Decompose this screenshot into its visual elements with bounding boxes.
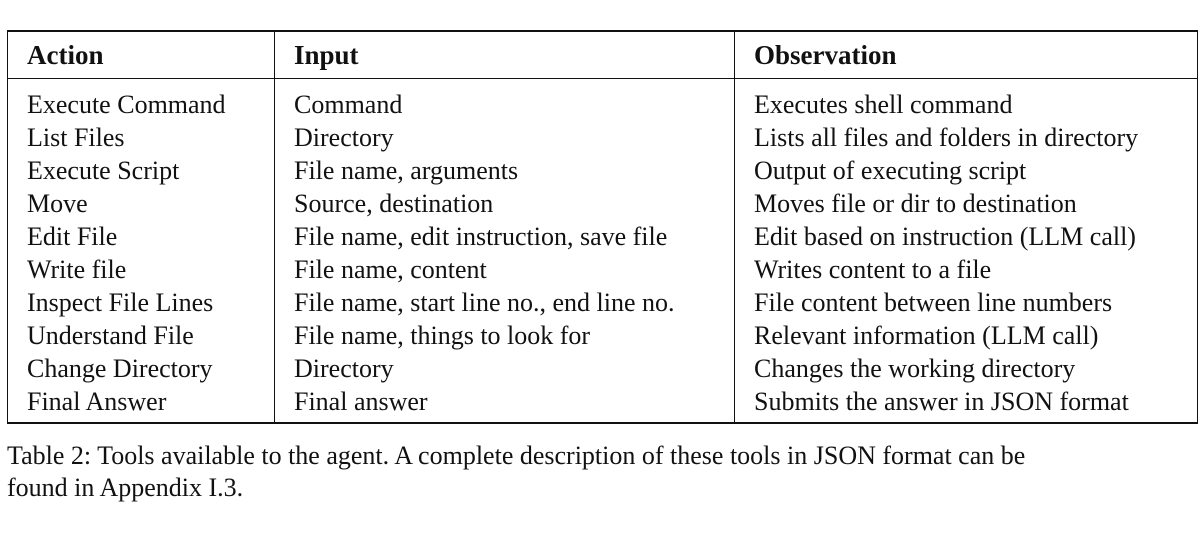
table-body [8, 79, 1198, 424]
tools-table-container [7, 30, 1197, 424]
cell-action: Write file [8, 253, 275, 286]
cell-input: File name, edit instruction, save file [275, 220, 735, 253]
table-row [8, 253, 1198, 286]
cell-observation: Changes the working directory [735, 352, 1198, 385]
cell-action: Execute Script [8, 154, 275, 187]
cell-input: Directory [275, 121, 735, 154]
table-header-row [8, 31, 1198, 79]
caption-line-1: Table 2: Tools available to the agent. A complete description of these tools in JSON format can be [7, 441, 1026, 470]
cell-observation: Submits the answer in JSON format [735, 385, 1198, 418]
cell-input: Command [275, 88, 735, 121]
table-row [8, 352, 1198, 385]
cell-action: Edit File [8, 220, 275, 253]
cell-observation: Relevant information (LLM call) [735, 319, 1198, 352]
cell-input: File name, start line no., end line no. [275, 286, 735, 319]
cell-input: Source, destination [275, 187, 735, 220]
tools-table [7, 30, 1198, 424]
cell-input: File name, arguments [275, 154, 735, 187]
header-observation: Observation [735, 31, 1198, 79]
cell-action: List Files [8, 121, 275, 154]
cell-input: File name, content [275, 253, 735, 286]
table-caption [7, 440, 1197, 504]
cell-observation: Executes shell command [735, 88, 1198, 121]
cell-action: Execute Command [8, 88, 275, 121]
cell-action: Understand File [8, 319, 275, 352]
cell-observation: Writes content to a file [735, 253, 1198, 286]
table-row [8, 88, 1198, 121]
header-input: Input [275, 31, 735, 79]
table-row [8, 121, 1198, 154]
table-row [8, 154, 1198, 187]
cell-action: Change Directory [8, 352, 275, 385]
cell-observation: Moves file or dir to destination [735, 187, 1198, 220]
table-row [8, 187, 1198, 220]
cell-action: Final Answer [8, 385, 275, 418]
cell-observation: Output of executing script [735, 154, 1198, 187]
table-row [8, 385, 1198, 418]
cell-input: File name, things to look for [275, 319, 735, 352]
cell-input: Directory [275, 352, 735, 385]
caption-line-2: found in Appendix I.3. [7, 473, 244, 502]
cell-action: Move [8, 187, 275, 220]
cell-input: Final answer [275, 385, 735, 418]
header-action: Action [8, 31, 275, 79]
table-row [8, 286, 1198, 319]
table-row [8, 319, 1198, 352]
cell-observation: Lists all files and folders in directory [735, 121, 1198, 154]
table-row [8, 220, 1198, 253]
cell-observation: Edit based on instruction (LLM call) [735, 220, 1198, 253]
cell-observation: File content between line numbers [735, 286, 1198, 319]
cell-action: Inspect File Lines [8, 286, 275, 319]
